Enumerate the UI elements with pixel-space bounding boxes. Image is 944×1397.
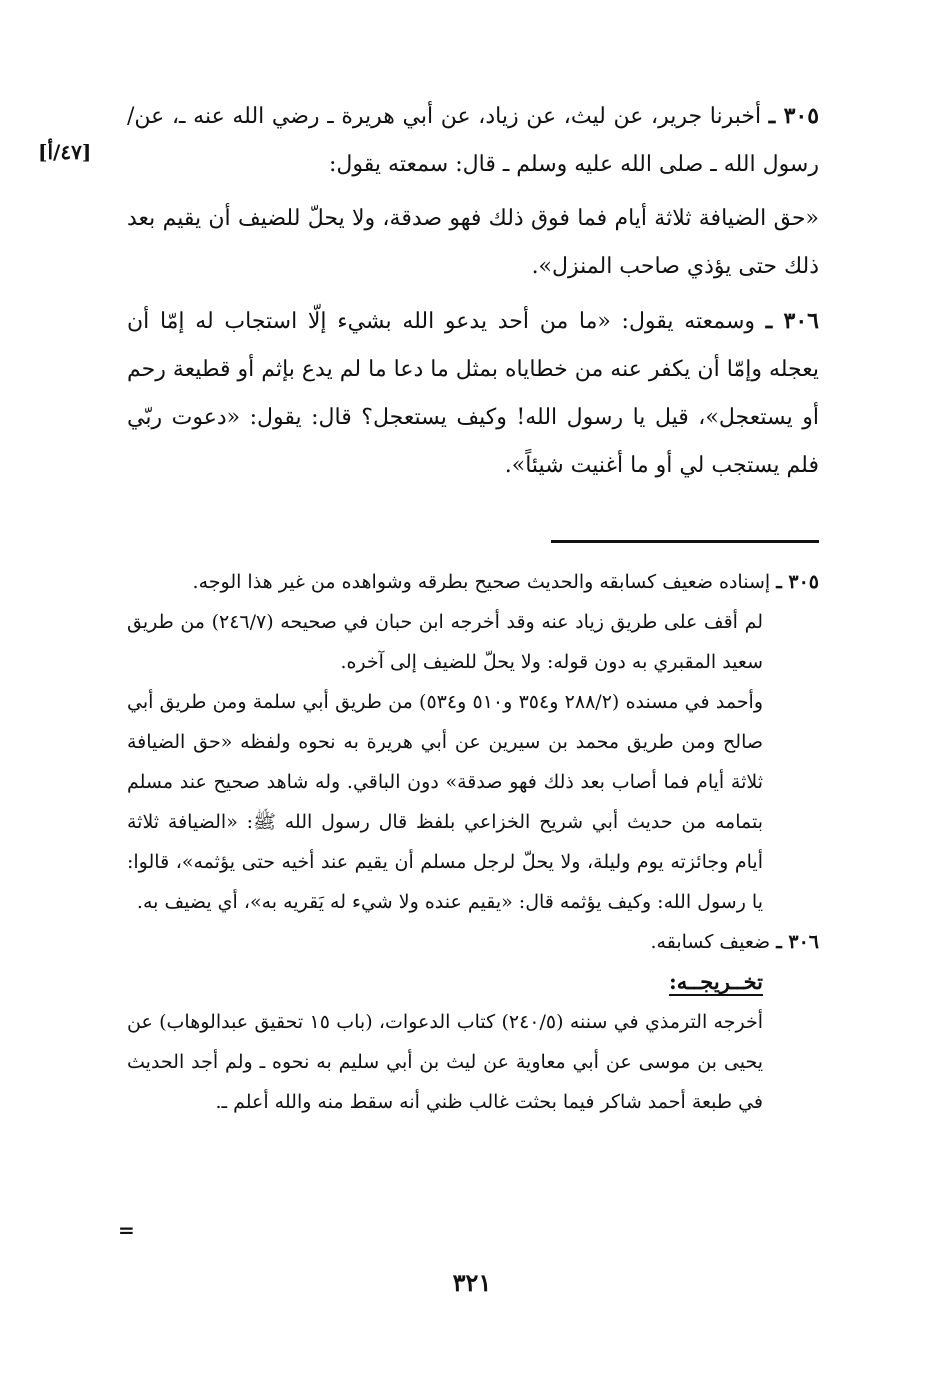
main-text [127, 92, 819, 490]
note-306 [127, 922, 819, 962]
hadith-305-text: أخبرنا جرير، عن ليث، عن زياد، عن أبي هريرة ـ رضي الله عنه ـ، عن/ رسول الله ـ صلى الله عليه وسلم ـ قال: سمعته يقول: [127, 104, 819, 177]
hadith-306-number: ٣٠٦ ـ [765, 308, 819, 334]
hadith-306-text: وسمعته يقول: «ما من أحد يدعو الله بشيء إلّا استجاب له إمّا أن يعجله وإمّا أن يكفر عنه من خطاياه بمثل ما دعا ما لم يدع بإثم أو قطيعة رحم أو يستعجل»، قيل يا رسول الله! وكيف يستعجل؟ قال: يقول: «دعوت ربّي فلم يستجب لي أو ما أغنيت شيئاً». [127, 309, 819, 478]
note-306-text: ضعيف كسابقه. [650, 931, 771, 953]
note-305-para2: لم أقف على طريق زياد عنه وقد أخرجه ابن حبان في صحيحه (٢٤٦/٧) من طريق سعيد المقبري به دون قوله: ولا يحلّ للضيف إلى آخره. [127, 611, 763, 673]
note-305-number: ٣٠٥ ـ [776, 571, 819, 593]
hadith-305-number: ٣٠٥ ـ [768, 103, 820, 129]
note-306-number: ٣٠٦ ـ [776, 931, 819, 953]
hadith-305-quote: «حق الضيافة ثلاثة أيام فما فوق ذلك فهو صدقة، ولا يحلّ للضيف أن يقيم بعد ذلك حتى يؤذي صاحب المنزل». [127, 206, 819, 279]
takhrij-heading-label: تخــريجــه: [668, 969, 763, 994]
note-305-line1: إسناده ضعيف كسابقه والحديث صحيح بطرقه وشواهده من غير هذا الوجه. [192, 571, 771, 593]
footnote-separator [551, 540, 819, 543]
takhrij-text: أخرجه الترمذي في سننه (٢٤٠/٥) كتاب الدعوات، (باب ١٥ تحقيق عبدالوهاب) عن يحيى بن موسى عن أبي معاوية عن ليث بن أبي سليم به نحوه ـ ولم أجد الحديث في طبعة أحمد شاكر فيما بحثت غالب ظني أنه سقط منه والله أعلم ـ. [127, 1011, 763, 1113]
hadith-306 [127, 297, 819, 490]
page-number: ٣٢١ [452, 1268, 492, 1297]
margin-folio-note: [٤٧/أ] [38, 140, 92, 164]
note-305-first [127, 562, 819, 602]
takhrij-heading [127, 962, 819, 1002]
hadith-305 [127, 92, 819, 189]
footnotes [127, 562, 819, 1122]
continuation-mark: = [118, 1218, 135, 1242]
note-305-para3: وأحمد في مسنده (٢٨٨/٢ و٣٥٤ و٥١٠ و٥٣٤) من طريق أبي سلمة ومن طريق أبي صالح ومن طريق محمد بن سيرين عن أبي هريرة به نحوه ولفظه «حق الضيافة ثلاثة أيام فما أصاب بعد ذلك فهو صدقة» دون الباقي. وله شاهد صحيح عند مسلم بتمامه من حديث أبي شريح الخزاعي بلفظ قال رسول الله ﷺ: «الضيافة ثلاثة أيام وجائزته يوم وليلة، ولا يحلّ لرجل مسلم أن يقيم عند أخيه حتى يؤثمه»، قالوا: يا رسول الله: وكيف يؤثمه قال: «يقيم عنده ولا شيء له يَقريه به»، أي يضيف به. [127, 691, 763, 913]
